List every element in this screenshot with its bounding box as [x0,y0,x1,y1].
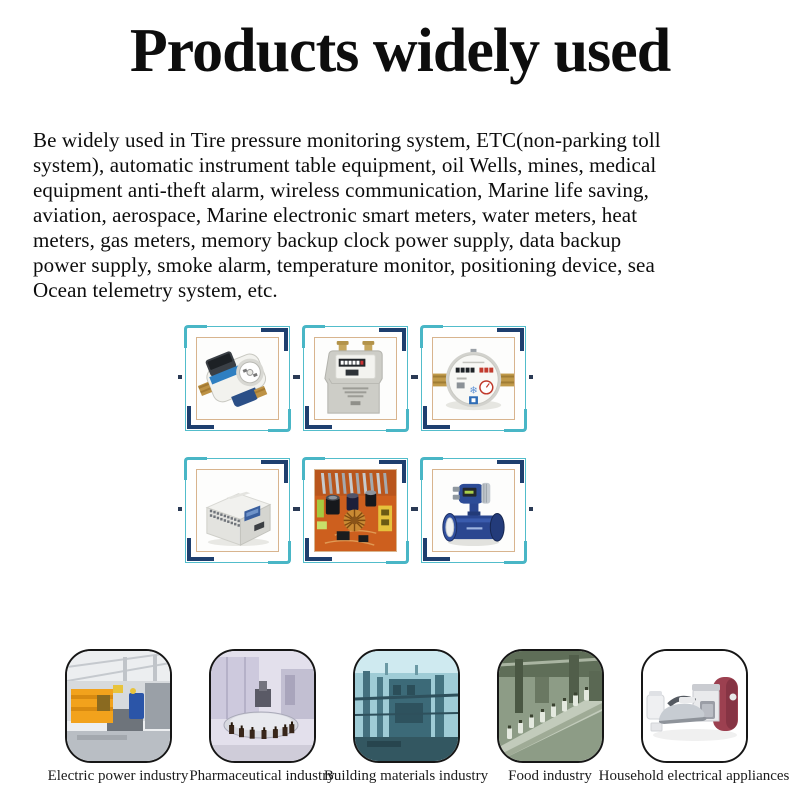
frame-dot [296,507,300,511]
industries-row [46,649,790,785]
household-appliances-icon [643,651,746,761]
frame-inner [314,469,397,552]
frame-inner [432,469,515,552]
frame-dot [296,375,300,379]
description-line: Be widely used in Tire pressure monitoring system, ETC(non-parking toll [33,128,661,152]
building-materials-industry-image [353,649,460,763]
frame-dot [414,507,418,511]
industry-caption: Building materials industry [323,768,489,784]
industry-item-electric-power [46,649,190,785]
product-cell-electromagnetic-flowmeter [421,458,526,563]
pharmaceutical-line-icon [211,651,314,761]
industry-caption: Pharmaceutical industry [189,768,335,784]
industry-caption: Household electrical appliances [598,768,790,784]
frame-dot [414,375,418,379]
single-jet-water-meter-icon [433,338,514,419]
product-cell-single-jet-water-meter [421,326,526,431]
product-cell-smart-water-meter [185,326,290,431]
description-line: aviation, aerospace, Marine electronic smart meters, water meters, heat [33,203,638,227]
industry-item-food [478,649,622,785]
product-cell-plc-controller [185,458,290,563]
frame-inner [314,337,397,420]
frame-inner [196,469,279,552]
product-cell-circuit-board [303,458,408,563]
industry-item-pharmaceutical [190,649,334,785]
frame-inner [432,337,515,420]
electric-power-factory-icon [67,651,170,761]
industry-caption: Food industry [508,768,592,784]
description-line: system), automatic instrument table equipment, oil Wells, mines, medical [33,153,657,177]
description-line: equipment anti-theft alarm, wireless communication, Marine life saving, [33,178,649,202]
circuit-board-icon [315,470,396,551]
industry-item-building-materials [323,649,489,785]
smart-water-meter-icon [197,338,278,419]
food-bottling-line-icon [499,651,602,761]
description-paragraph [33,128,661,303]
food-industry-image [497,649,604,763]
frame-dot [529,507,533,511]
electric-power-industry-image [65,649,172,763]
industry-caption-wrap [46,768,190,785]
pharmaceutical-industry-image [209,649,316,763]
plc-controller-icon [197,470,278,551]
description-line: power supply, smoke alarm, temperature monitor, positioning device, sea [33,253,655,277]
gas-meter-icon [315,338,396,419]
description-line: meters, gas meters, memory backup clock power supply, data backup [33,228,622,252]
industry-caption-wrap [598,768,790,785]
frame-dot [529,375,533,379]
building-materials-plant-icon [355,651,458,761]
frame-dot [178,375,182,379]
product-grid [185,326,526,563]
description-line: Ocean telemetry system, etc. [33,278,278,302]
household-appliances-image [641,649,748,763]
frame-dot [178,507,182,511]
page-title: Products widely used [129,17,671,85]
industry-caption-wrap [190,768,334,785]
industry-item-household-appliances [598,649,790,785]
industry-caption-wrap [323,768,489,785]
frame-inner [196,337,279,420]
electromagnetic-flowmeter-icon [433,470,514,551]
industry-caption: Electric power industry [47,768,189,784]
product-cell-gas-meter [303,326,408,431]
snowflake-mark: ❄ [469,385,478,397]
